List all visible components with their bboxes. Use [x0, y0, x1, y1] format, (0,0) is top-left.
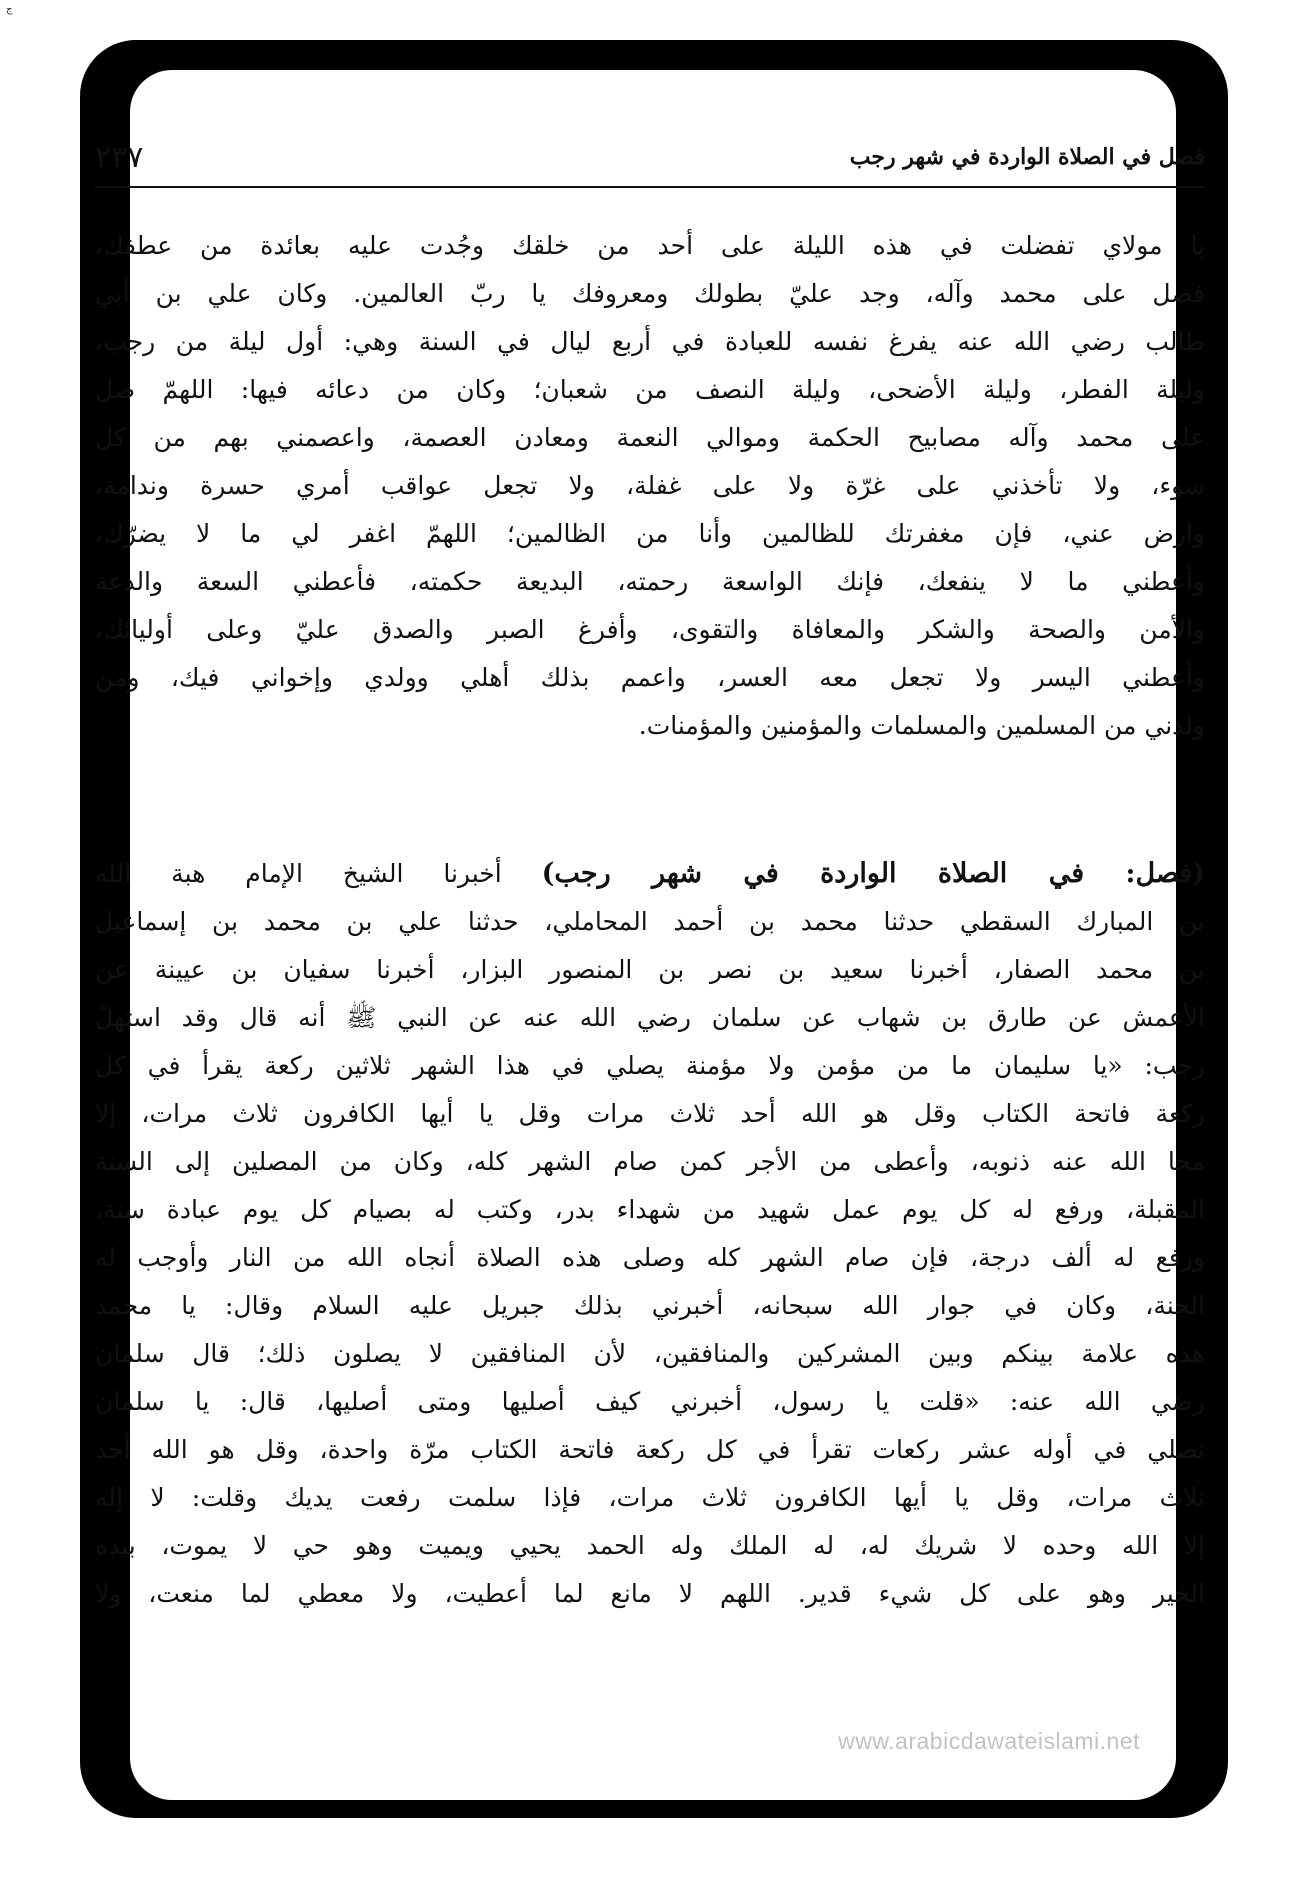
text-line: ركعة فاتحة الكتاب وقل هو الله أحد ثلاث مرات وقل يا أيها الكافرون ثلاث مرات، إلا [95, 1099, 1205, 1128]
text-line: بن المبارك السقطي حدثنا محمد بن أحمد المحاملي، حدثنا علي بن محمد بن إسماعيل [95, 907, 1205, 936]
text-line: وأعطني اليسر ولا تجعل معه العسر، واعمم بذلك أهلي وولدي وإخواني فيك، ومن [95, 663, 1205, 692]
text-line: إلا الله وحده لا شريك له، له الملك وله الحمد يحيي ويميت وهو حي لا يموت، بيده [95, 1531, 1205, 1560]
text-line: الأعمش عن طارق بن شهاب عن سلمان رضي الله عنه عن النبي ﷺ أنه قال وقد استهلّ [95, 1003, 1205, 1032]
chapter-title: فصل في الصلاة الواردة في شهر رجب [849, 144, 1205, 170]
page-number: ٢٣٧ [95, 140, 144, 175]
text-line: الجنة، وكان في جوار الله سبحانه، أخبرني بذلك جبريل عليه السلام وقال: يا محمد [95, 1291, 1205, 1320]
text-line: على محمد وآله مصابيح الحكمة وموالي النعمة ومعادن العصمة، واعصمني بهم من كل [95, 423, 1205, 452]
text-line: فصل على محمد وآله، وجد عليّ بطولك ومعروفك يا ربّ العالمين. وكان علي بن أبي [95, 279, 1205, 308]
text-line: ولدني من المسلمين والمسلمات والمؤمنين والمؤمنات. [638, 711, 1205, 740]
scan-corner-mark: ج [6, 4, 13, 15]
text-line: طالب رضي الله عنه يفرغ نفسه للعبادة في أربع ليال في السنة وهي: أول ليلة من رجب، [95, 327, 1205, 356]
text-fragment: أخبرنا الشيخ الإمام هبة الله [95, 859, 542, 888]
header-rule [95, 186, 1205, 188]
text-line: ثلاث مرات، وقل يا أيها الكافرون ثلاث مرات، فإذا سلمت رفعت يديك وقلت: لا إله [95, 1483, 1205, 1512]
text-line: المقبلة، ورفع له كل يوم عمل شهيد من شهداء بدر، وكتب له بصيام كل يوم عبادة سنة، [95, 1195, 1205, 1224]
section-heading: (فصل: في الصلاة الواردة في شهر رجب) [541, 858, 1205, 889]
text-line: سوء، ولا تأخذني على غرّة ولا على غفلة، ولا تجعل عواقب أمري حسرة وندامة، [95, 471, 1205, 500]
running-header [95, 140, 1205, 186]
text-line: بن محمد الصفار، أخبرنا سعيد بن نصر بن المنصور البزار، أخبرنا سفيان بن عيينة عن [95, 955, 1205, 984]
text-line: وليلة الفطر، وليلة الأضحى، وليلة النصف من شعبان؛ وكان من دعائه فيها: اللهمّ صل [95, 375, 1205, 404]
text-line: رجب: «يا سليمان ما من مؤمن ولا مؤمنة يصلي في هذا الشهر ثلاثين ركعة يقرأ في كل [95, 1051, 1205, 1080]
text-line: ورفع له ألف درجة، فإن صام الشهر كله وصلى هذه الصلاة أنجاه الله من النار وأوجب له [95, 1243, 1205, 1272]
text-line: هذه علامة بينكم وبين المشركين والمنافقين، لأن المنافقين لا يصلون ذلك؛ قال سلمان [95, 1339, 1205, 1368]
text-line: وأعطني ما لا ينفعك، فإنك الواسعة رحمته، البديعة حكمته، فأعطني السعة والدعة [95, 567, 1205, 596]
section-heading-line [95, 850, 1205, 898]
text-line: رضي الله عنه: «قلت يا رسول، أخبرني كيف أصليها ومتى أصليها، قال: يا سلمان [95, 1387, 1205, 1416]
text-line: الخير وهو على كل شيء قدير. اللهم لا مانع لما أعطيت، ولا معطي لما منعت، ولا [95, 1579, 1205, 1608]
text-line: محا الله عنه ذنوبه، وأعطى من الأجر كمن صام الشهر كله، وكان من المصلين إلى السنة [95, 1147, 1205, 1176]
text-line: والأمن والصحة والشكر والمعافاة والتقوى، وأفرغ الصبر والصدق عليّ وعلى أوليائك، [95, 615, 1205, 644]
text-line: وارض عني، فإن مغفرتك للظالمين وأنا من الظالمين؛ اللهمّ اغفر لي ما لا يضرّك، [95, 519, 1205, 548]
text-line: يا مولاي تفضلت في هذه الليلة على أحد من خلقك وجُدت عليه بعائدة من عطفك، [95, 231, 1205, 260]
text-line: تصلي في أوله عشر ركعات تقرأ في كل ركعة فاتحة الكتاب مرّة واحدة، وقل هو الله أحد [95, 1435, 1205, 1464]
paragraph-2 [95, 850, 1205, 1618]
website-watermark: www.arabicdawateislami.net [838, 1728, 1140, 1754]
paragraph-1 [95, 222, 1205, 750]
